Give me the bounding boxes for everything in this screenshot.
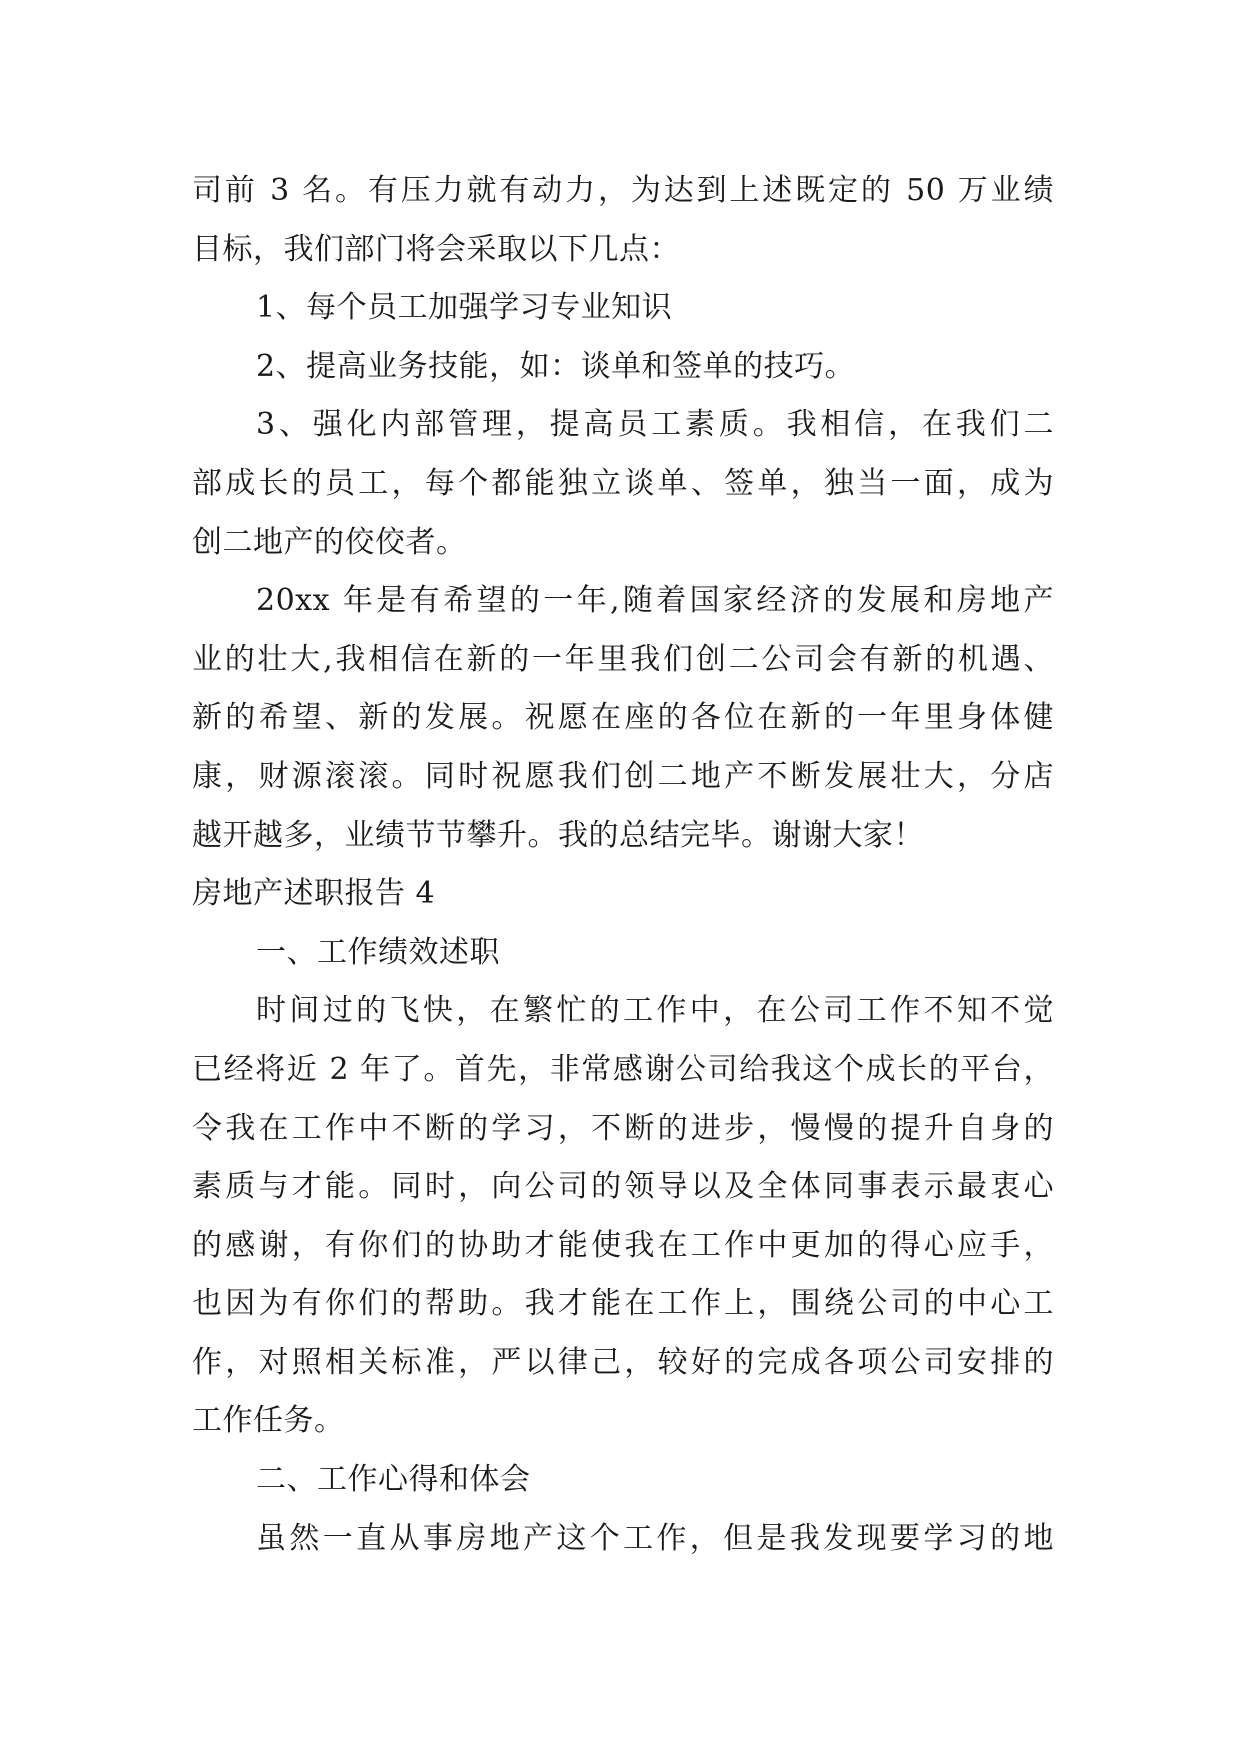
text-line: 1、每个员工加强学习专业知识 bbox=[256, 290, 673, 326]
text-line: 虽然一直从事房地产这个工作，但是我发现要学习的地 bbox=[256, 1520, 1054, 1556]
text-line: 目标，我们部门将会采取以下几点： bbox=[192, 231, 680, 267]
text-line: 令我在工作中不断的学习，不断的进步，慢慢的提升自身的 bbox=[192, 1110, 1054, 1146]
text-line: 的感谢，有你们的协助才能使我在工作中更加的得心应手， bbox=[192, 1227, 1054, 1263]
text-line: 作，对照相关标准，严以律己，较好的完成各项公司安排的 bbox=[192, 1344, 1054, 1380]
text-line: 创二地产的佼佼者。 bbox=[192, 524, 467, 560]
text-line: 二、工作心得和体会 bbox=[256, 1462, 531, 1498]
text-line: 20xx 年是有希望的一年,随着国家经济的发展和房地产 bbox=[256, 583, 1054, 619]
text-line: 业的壮大,我相信在新的一年里我们创二公司会有新的机遇、 bbox=[192, 641, 1054, 677]
text-line: 新的希望、新的发展。祝愿在座的各位在新的一年里身体健 bbox=[192, 700, 1054, 736]
text-line: 越开越多，业绩节节攀升。我的总结完毕。谢谢大家！ bbox=[192, 817, 924, 853]
text-line: 3、强化内部管理，提高员工素质。我相信，在我们二 bbox=[256, 407, 1054, 443]
text-line: 工作任务。 bbox=[192, 1403, 345, 1439]
text-line: 时间过的飞快，在繁忙的工作中，在公司工作不知不觉 bbox=[256, 993, 1054, 1029]
text-line: 2、提高业务技能，如：谈单和签单的技巧。 bbox=[256, 348, 856, 384]
text-line: 康，财源滚滚。同时祝愿我们创二地产不断发展壮大，分店 bbox=[192, 758, 1054, 794]
text-line: 一、工作绩效述职 bbox=[256, 934, 500, 970]
text-line: 已经将近 2 年了。首先，非常感谢公司给我这个成长的平台， bbox=[192, 1051, 1054, 1087]
text-line: 司前 3 名。有压力就有动力，为达到上述既定的 50 万业绩 bbox=[192, 173, 1054, 208]
text-line: 素质与才能。同时，向公司的领导以及全体同事表示最衷心 bbox=[192, 1169, 1054, 1205]
text-line: 房地产述职报告 4 bbox=[192, 876, 436, 912]
body-text bbox=[192, 162, 1054, 1568]
text-line: 也因为有你们的帮助。我才能在工作上，围绕公司的中心工 bbox=[192, 1286, 1054, 1322]
text-line: 部成长的员工，每个都能独立谈单、签单，独当一面，成为 bbox=[192, 465, 1054, 501]
